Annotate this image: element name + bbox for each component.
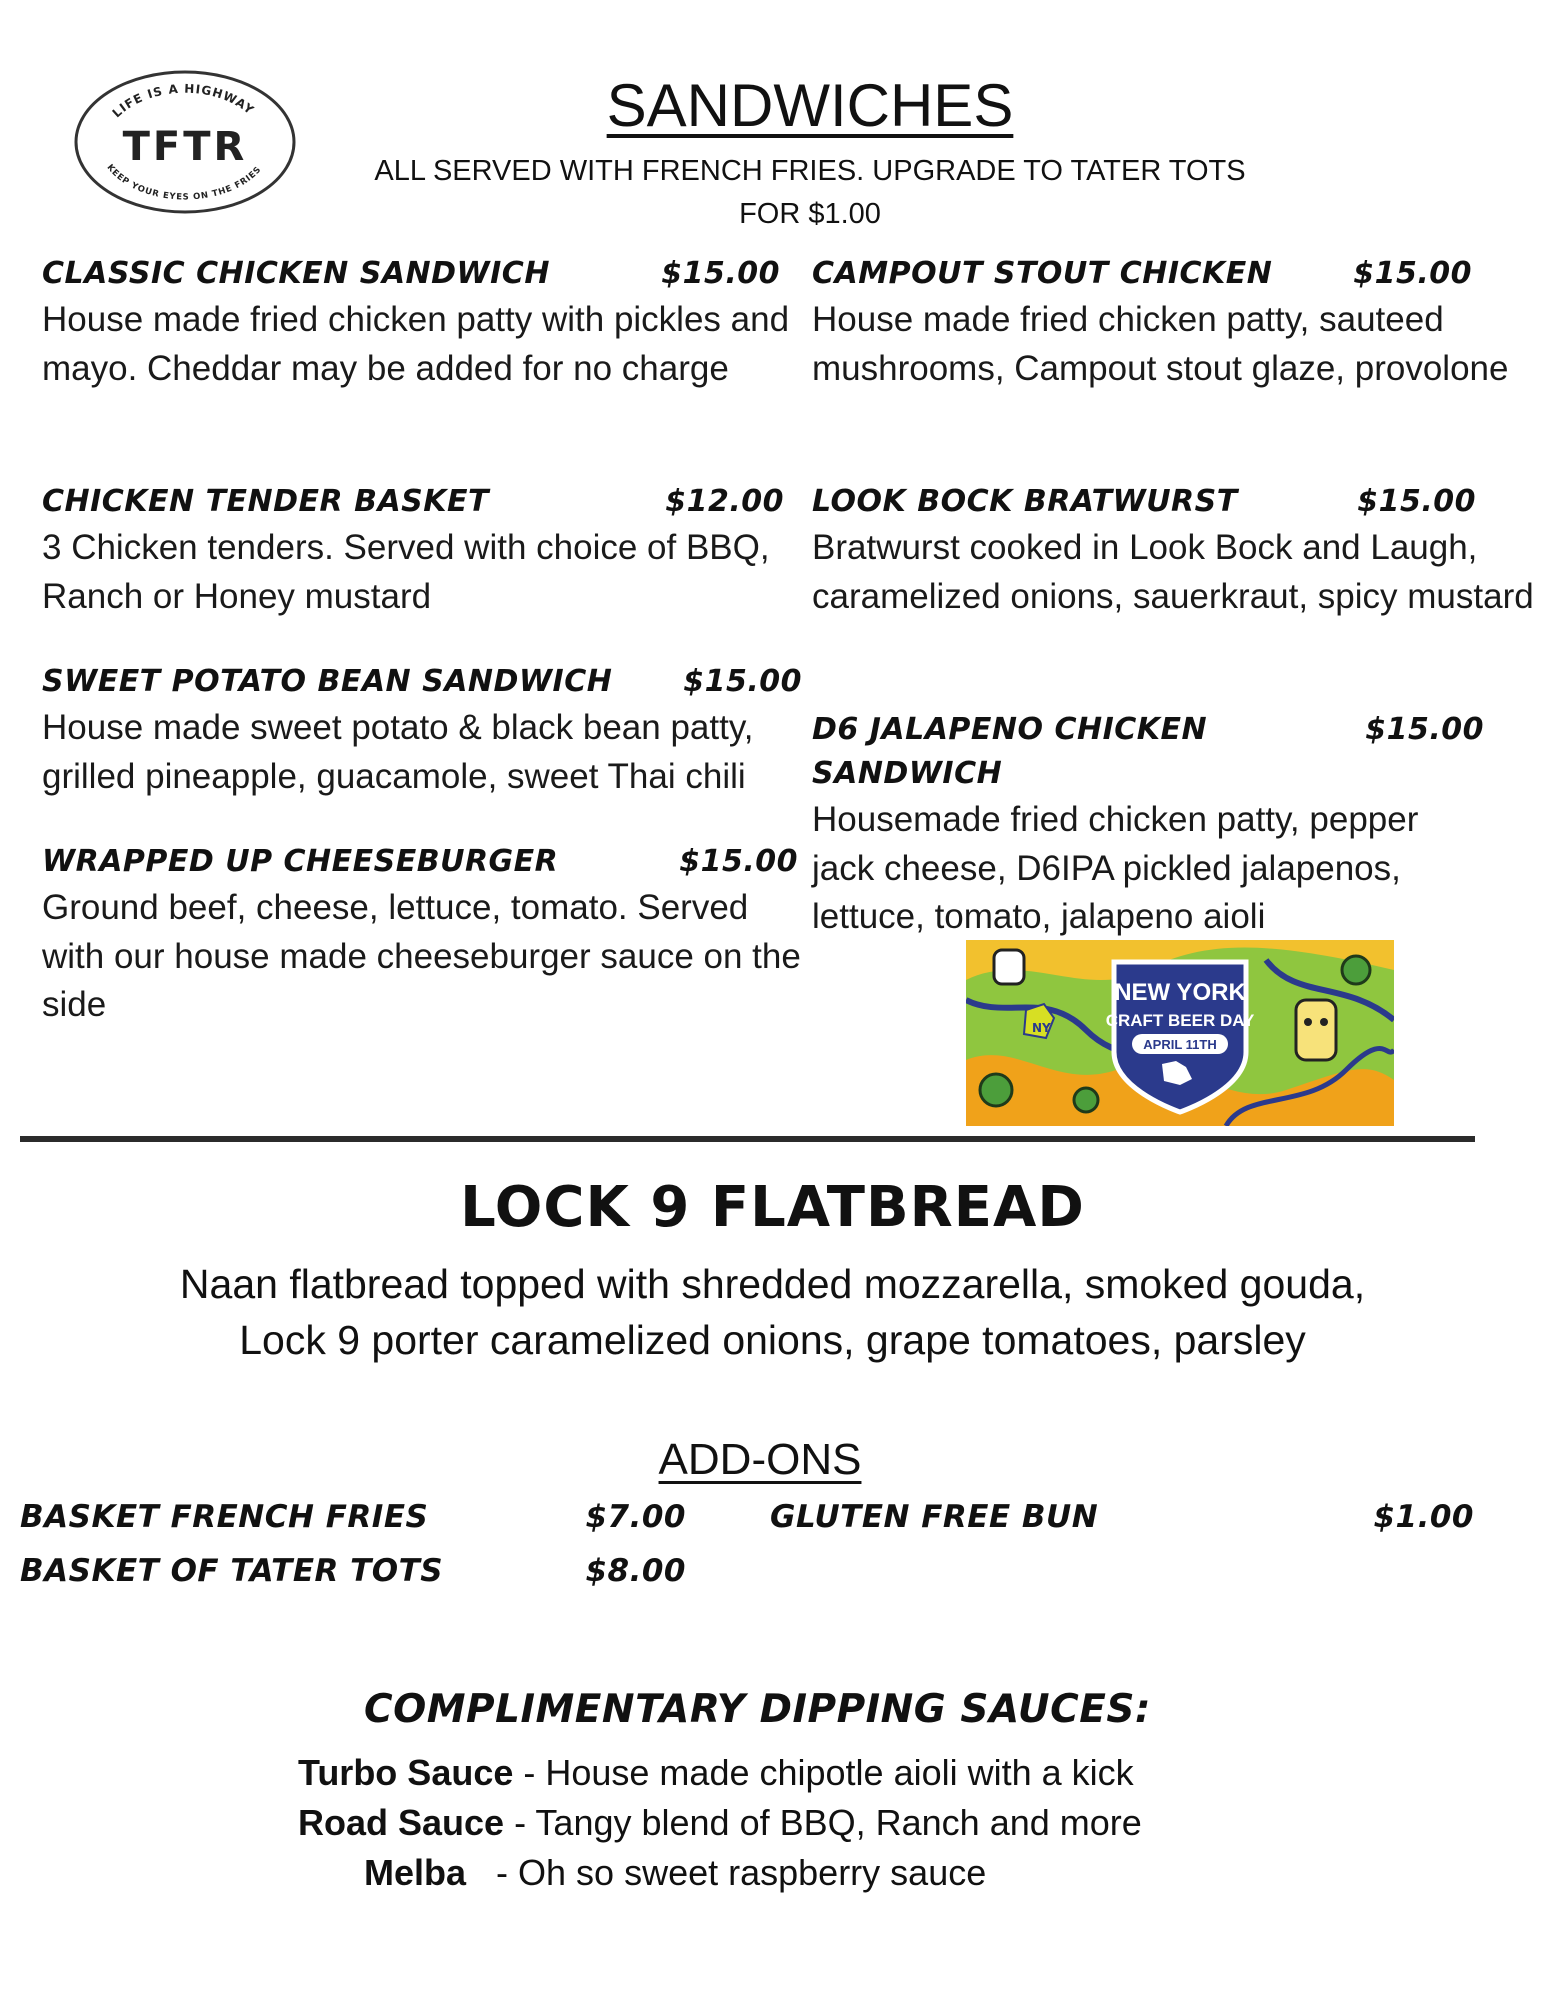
subtitle-line-1: ALL SERVED WITH FRENCH FRIES. UPGRADE TO TATER TOTS <box>374 155 1246 187</box>
menu-item <box>812 480 1545 621</box>
addon-name: BASKET OF TATER TOTS <box>20 1553 444 1589</box>
tftr-logo <box>72 68 298 216</box>
item-price: $15.00 <box>1353 256 1472 291</box>
menu-item <box>42 840 802 1030</box>
addon-name: BASKET FRENCH FRIES <box>20 1499 429 1535</box>
item-name: WRAPPED UP CHEESEBURGER <box>42 844 559 879</box>
addon-price: $8.00 <box>585 1553 686 1589</box>
item-description: House made fried chicken patty, sauteed mushrooms, Campout stout glaze, provolone <box>812 300 1509 388</box>
sauce-description: - Tangy blend of BBQ, Ranch and more <box>504 1802 1142 1843</box>
ny-craft-beer-day-badge <box>966 940 1394 1126</box>
sauce-item <box>364 1848 986 1898</box>
menu-item <box>42 660 802 801</box>
section-divider <box>20 1136 1475 1142</box>
addons-title: ADD-ONS <box>658 1435 862 1484</box>
sauces-title: COMPLIMENTARY DIPPING SAUCES: <box>363 1687 1152 1732</box>
logo-bottom-text: KEEP YOUR EYES ON THE FRIES <box>104 162 264 203</box>
flatbread-line-2: Lock 9 porter caramelized onions, grape tomatoes, parsley <box>239 1317 1306 1363</box>
item-price: $15.00 <box>661 256 780 291</box>
subtitle-line-2: FOR $1.00 <box>739 198 881 230</box>
item-description: Ground beef, cheese, lettuce, tomato. Served with our house made cheeseburger sauce on the side <box>42 888 801 1024</box>
sauce-name: Road Sauce <box>298 1802 505 1843</box>
addon-name: GLUTEN FREE BUN <box>770 1499 1099 1535</box>
sauce-name: Turbo Sauce <box>298 1752 514 1793</box>
item-price: $15.00 <box>679 844 798 879</box>
flatbread-title: LOCK 9 FLATBREAD <box>460 1175 1085 1240</box>
item-description: Bratwurst cooked in Look Bock and Laugh, caramelized onions, sauerkraut, spicy mustard <box>812 528 1534 616</box>
item-price: $12.00 <box>665 484 784 519</box>
badge-line-2: CRAFT BEER DAY <box>1105 1011 1255 1030</box>
sauce-name: Melba <box>364 1852 467 1893</box>
item-price: $15.00 <box>683 664 802 699</box>
addon-item <box>20 1548 686 1594</box>
badge-line-1: NEW YORK <box>1114 979 1246 1006</box>
item-name: CHICKEN TENDER BASKET <box>42 484 489 519</box>
sandwiches-subtitle <box>330 150 1290 236</box>
sauce-item <box>298 1748 1134 1798</box>
item-description: Housemade fried chicken patty, pepper jack cheese, D6IPA pickled jalapenos, lettuce, tomato, jalapeno aioli <box>812 800 1419 936</box>
sauce-description: - House made chipotle aioli with a kick <box>513 1752 1134 1793</box>
menu-item <box>812 708 1545 942</box>
item-name: LOOK BOCK BRATWURST <box>812 484 1238 519</box>
sauce-item <box>298 1798 1142 1848</box>
item-name: CAMPOUT STOUT CHICKEN <box>812 256 1273 291</box>
item-name: SWEET POTATO BEAN SANDWICH <box>42 664 613 699</box>
sauce-description: - Oh so sweet raspberry sauce <box>466 1852 987 1893</box>
logo-top-text: LIFE IS A HIGHWAY <box>109 81 257 121</box>
sandwiches-title: SANDWICHES <box>606 72 1014 139</box>
item-name: D6 JALAPENO CHICKEN SANDWICH <box>812 712 1208 791</box>
item-description: House made sweet potato & black bean patty, grilled pineapple, guacamole, sweet Thai chili <box>42 708 754 796</box>
flatbread-line-1: Naan flatbread topped with shredded mozzarella, smoked gouda, <box>179 1261 1366 1307</box>
svg-text:LIFE IS A HIGHWAY <box>110 82 257 121</box>
item-price: $15.00 <box>1357 484 1476 519</box>
addon-price: $1.00 <box>1373 1499 1474 1535</box>
menu-item <box>812 252 1545 393</box>
badge-state-label: NY <box>1032 1021 1051 1035</box>
menu-item <box>42 252 802 393</box>
flatbread-description <box>100 1256 1445 1368</box>
addon-item <box>20 1494 686 1540</box>
item-price: $15.00 <box>1365 712 1484 747</box>
addon-item <box>770 1494 1474 1540</box>
logo-main-text: TFTR <box>122 124 248 170</box>
badge-line-3: APRIL 11TH <box>1143 1037 1217 1052</box>
menu-item <box>42 480 802 621</box>
item-description: 3 Chicken tenders. Served with choice of BBQ, Ranch or Honey mustard <box>42 528 770 616</box>
item-description: House made fried chicken patty with pickles and mayo. Cheddar may be added for no charge <box>42 300 790 388</box>
addon-price: $7.00 <box>585 1499 686 1535</box>
item-name: CLASSIC CHICKEN SANDWICH <box>42 256 550 291</box>
